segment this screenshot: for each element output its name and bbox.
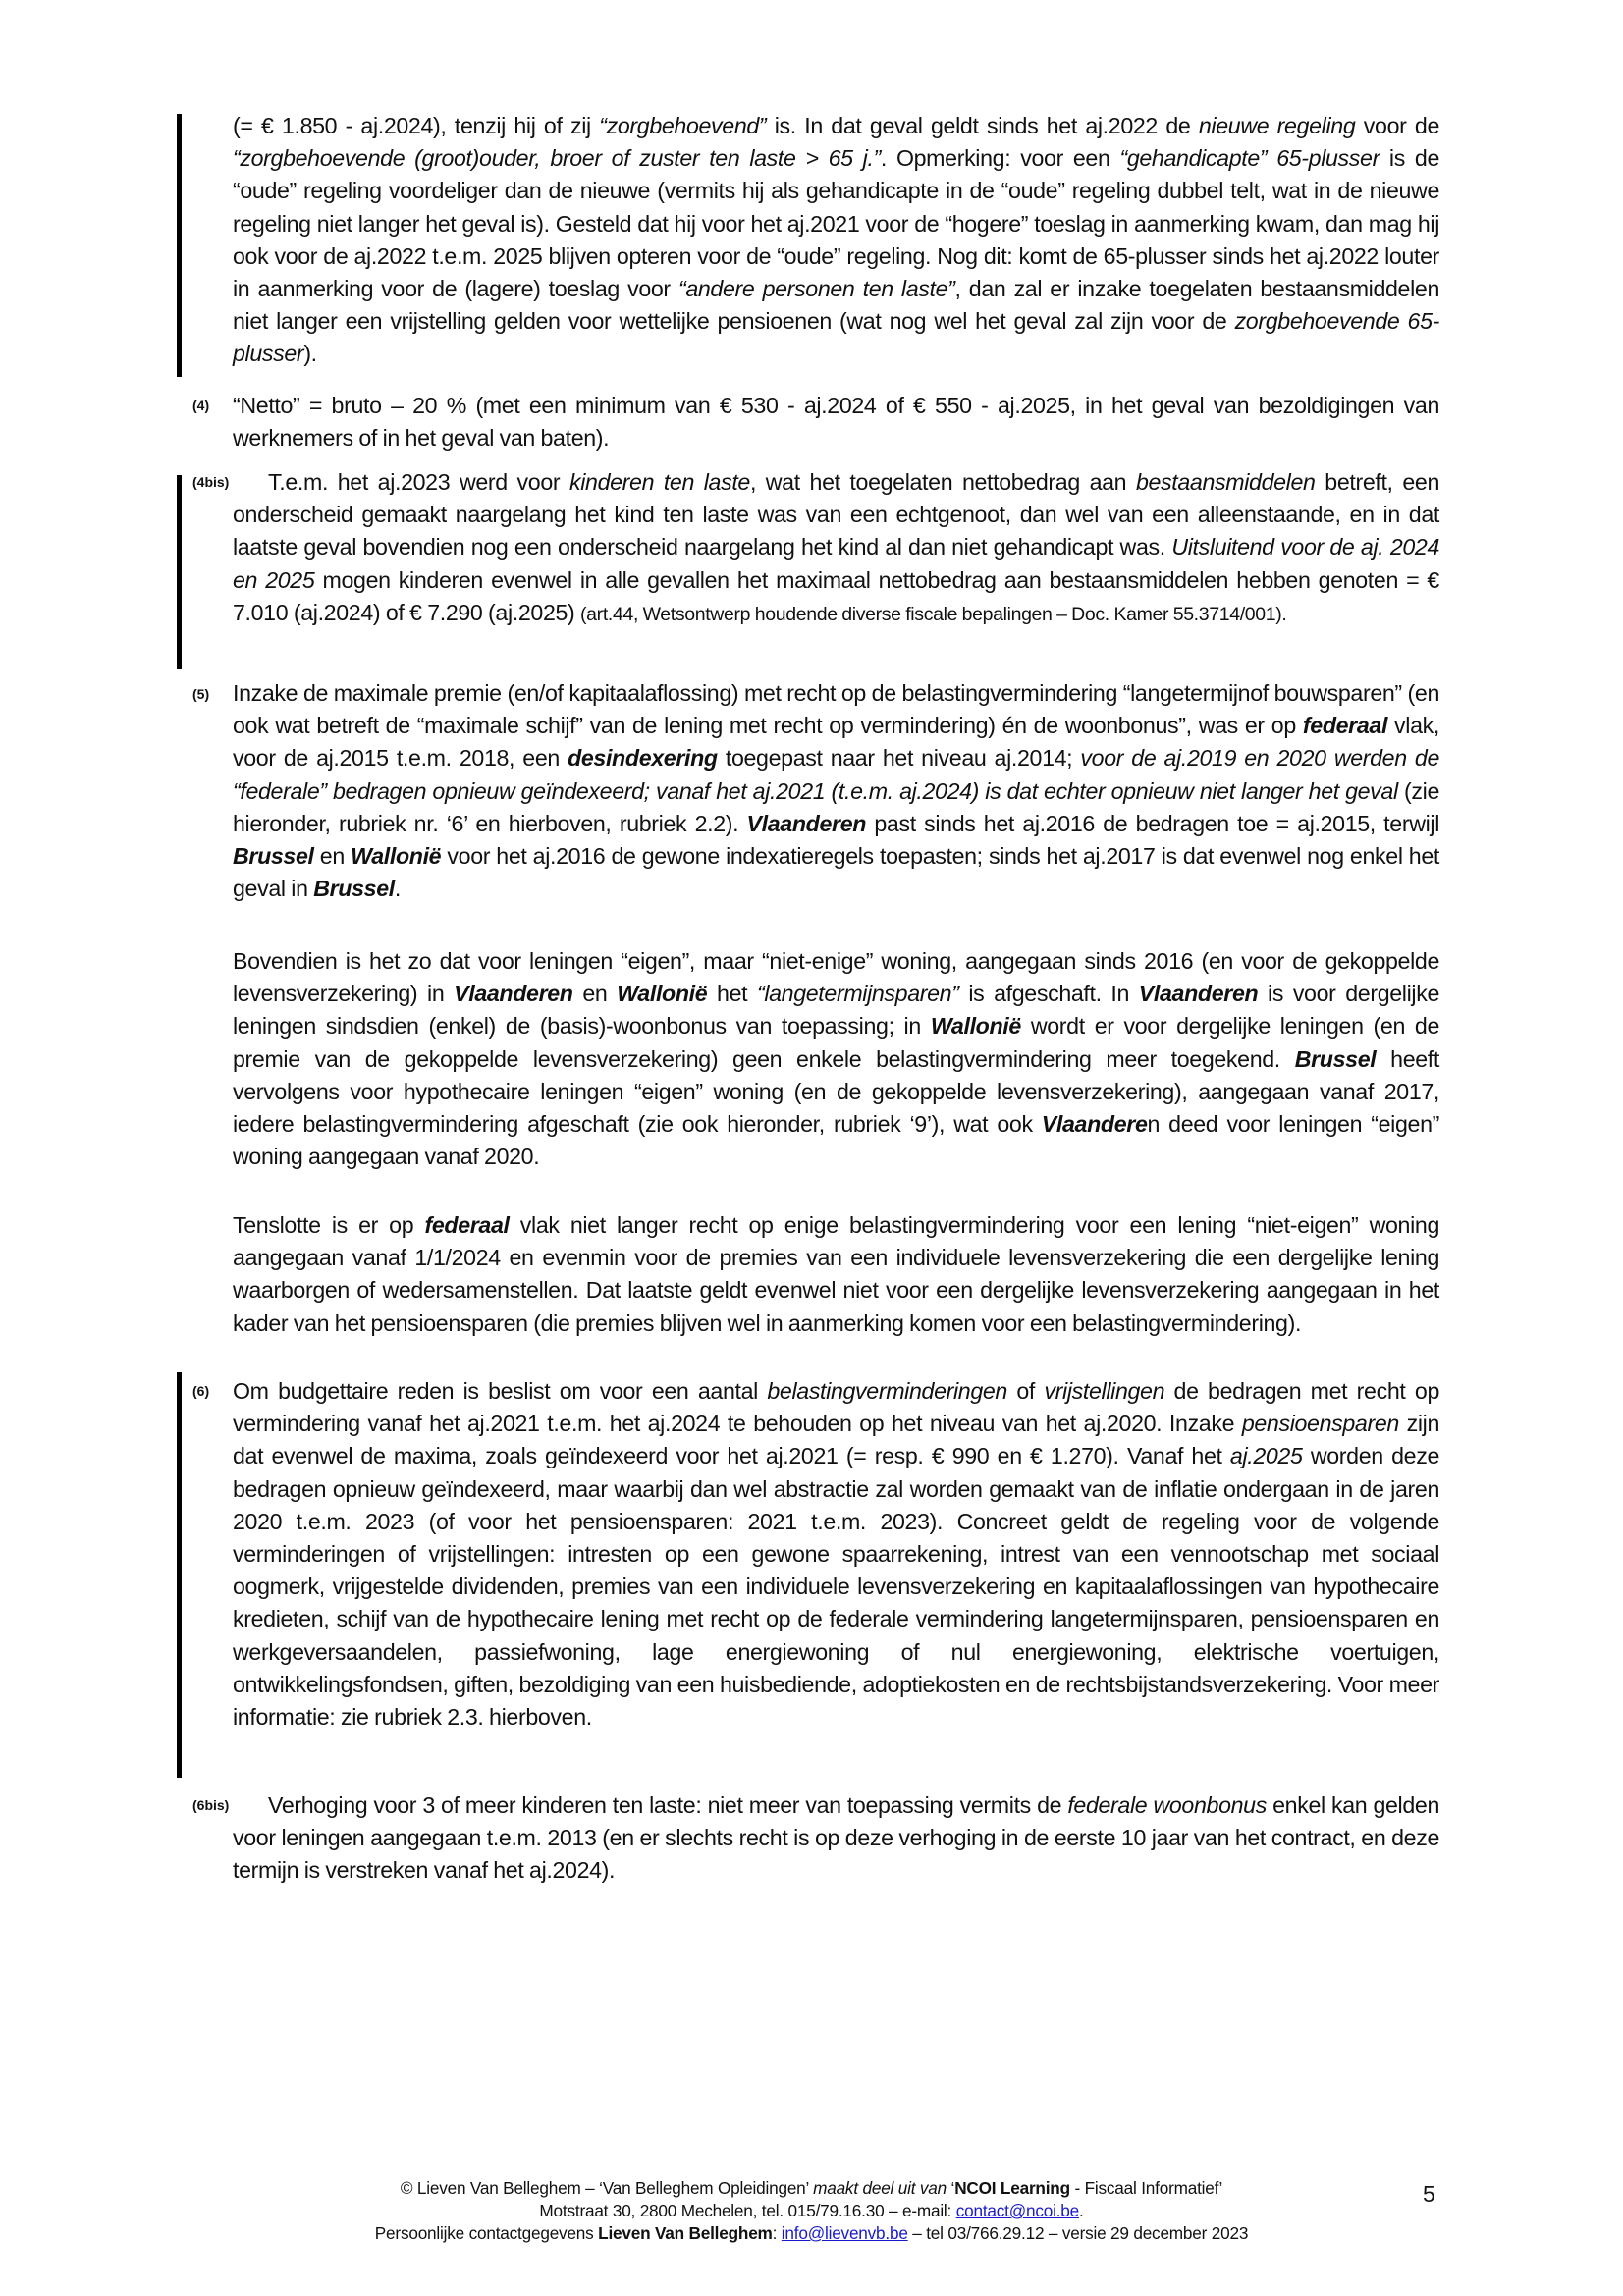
personal-email-link[interactable]: info@lievenvb.be <box>781 2223 908 2243</box>
text-run: is afgeschaft. In <box>958 981 1139 1007</box>
text-run: Inzake de maximale premie (en/of kapitaalaflossing) met recht op de belastingvermindering “langetermijnof bouwsparen” (en ook wat betreft de “maximale schijf” van de lening met recht op vermindering) én de woonbonus”, was er op <box>233 680 1439 739</box>
bold-italic-text: desindexering <box>568 745 718 772</box>
text-run: mogen kinderen evenwel in alle gevallen het maximaal nettobedrag aan bestaansmiddelen hebben genoten = € 7.010 (aj.2024) of € 7.290 (aj.2025) <box>233 566 1439 625</box>
bold-italic-text: Brussel <box>233 843 314 870</box>
footnote-marker: (4) <box>192 398 210 413</box>
footnote-6-text <box>233 1375 1439 1734</box>
bold-italic-text: federaal <box>1302 713 1388 739</box>
personal-colon: : <box>772 2223 782 2243</box>
bold-italic-text: Wallonië <box>351 843 442 870</box>
text-run: - Fiscaal Informatief’ <box>1069 2178 1223 2198</box>
text-run: vlak, voor de aj.2015 t.e.m. 2018, een <box>233 713 1439 772</box>
paragraph-footnote-3-continued <box>233 110 1439 371</box>
emphasis-text: “gehandicapte” 65-plusser <box>1119 145 1380 172</box>
text-run: is voor dergelijke leningen sindsdien (enkel) de (basis)-woonbonus van toepassing; in <box>233 981 1439 1040</box>
bold-italic-text: Brussel <box>313 876 395 902</box>
citation-text: (art.44, Wetsontwerp houdende diverse fiscale bepalingen – Doc. Kamer 55.3714/001). <box>580 603 1287 625</box>
footnote-marker: (6) <box>192 1383 210 1399</box>
text-run: © Lieven Van Belleghem – ‘Van Belleghem Opleidingen’ <box>400 2178 814 2198</box>
bold-italic-text: Brussel <box>1294 1045 1377 1072</box>
page-number: 5 <box>1423 2181 1435 2207</box>
bold-italic-text: Vlaanderen <box>454 981 573 1007</box>
text-run: Verhoging voor 3 of meer kinderen ten laste: niet meer van toepassing vermits de <box>268 1792 1068 1818</box>
emphasis-text: “zorgbehoevend” <box>599 113 767 138</box>
footnote-4-text <box>233 390 1439 454</box>
text-run: toegepast naar het niveau aj.2014; <box>717 745 1081 772</box>
text-run: , dan zal er inzake toegelaten bestaansmiddelen niet langer een vrijstelling gelden voor wettelijke pensioenen (wat nog wel het geval zal zijn voor de <box>233 276 1439 335</box>
change-bar <box>177 475 182 669</box>
bold-text: NCOI Learning <box>954 2178 1070 2198</box>
emphasis-text: “langetermijnsparen” <box>756 981 959 1007</box>
emphasis-text: Uitsluitend voor de aj. 2024 en 2025 <box>233 534 1440 593</box>
text-run: , wat het toegelaten nettobedrag aan <box>749 469 1136 495</box>
emphasis-text: “andere personen ten laste” <box>677 276 955 302</box>
text-run: (zie hieronder, rubriek nr. ‘6’ en hierboven, rubriek 2.2). <box>233 777 1439 836</box>
emphasis-text: pensioensparen <box>1241 1411 1399 1437</box>
personal-prefix: Persoonlijke contactgegevens <box>374 2223 599 2243</box>
bold-italic-text: Vlaandere <box>1041 1111 1148 1138</box>
footnote-marker: (6bis) <box>192 1797 230 1813</box>
text-run: en <box>572 981 618 1007</box>
footnote-marker: (4bis) <box>192 474 230 490</box>
text-run: (= € 1.850 - aj.2024), tenzij hij of zij <box>233 113 600 138</box>
emphasis-text: kinderen ten laste <box>568 469 750 495</box>
address-text: Motstraat 30, 2800 Mechelen, tel. 015/79.16.30 – e-mail: <box>539 2201 956 2220</box>
emphasis-text: zorgbehoevende 65-plusser <box>233 308 1440 367</box>
text-run: is. In dat geval geldt sinds het aj.2022 de <box>766 113 1199 138</box>
emphasis-text: federale woonbonus <box>1067 1792 1267 1818</box>
text-run: past sinds het aj.2016 de bedragen toe = aj.2015, terwijl <box>866 810 1439 836</box>
text-run: voor het aj.2016 de gewone indexatieregels toepasten; sinds het aj.2017 is dat evenwel nog enkel het geval in <box>233 843 1439 902</box>
text-run: . <box>394 876 401 902</box>
bold-italic-text: federaal <box>424 1212 510 1238</box>
contact-email-link[interactable]: contact@ncoi.be <box>955 2201 1079 2220</box>
text-run: het <box>707 981 757 1007</box>
text-run: wordt er voor dergelijke leningen (en de premie van de gekoppelde levensverzekering) geen enkele belastingvermindering meer toegekend. <box>233 1013 1439 1072</box>
emphasis-text: maakt deel uit van <box>813 2178 947 2198</box>
text-run: n deed voor leningen “eigen” woning aangegaan vanaf 2020. <box>233 1111 1439 1170</box>
bold-italic-text: Wallonië <box>930 1013 1021 1040</box>
text-run: “Netto” = bruto – 20 % (met een minimum van € 530 - aj.2024 of € 550 - aj.2025, in het geval van bezoldigingen van werknemers of in het geval van baten). <box>233 393 1439 452</box>
text-run: ). <box>303 341 317 367</box>
text-run: betreft, een onderscheid gemaakt naargelang het kind ten laste was van een echtgenoot, dan wel van een alleenstaande, en in dat laatste geval bovendien nog een onderscheid naargelang het kind al dan niet gehandicapt was. <box>233 469 1440 561</box>
version-text: – tel 03/766.29.12 – versie 29 december 2023 <box>907 2223 1249 2243</box>
bold-italic-text: Vlaanderen <box>746 810 867 836</box>
text-run: Om budgettaire reden is beslist om voor een aantal <box>233 1378 768 1404</box>
footer-line-copyright <box>0 2177 1623 2200</box>
emphasis-text: aj.2025 <box>1229 1443 1303 1469</box>
footer-line-address <box>0 2200 1623 2222</box>
footer-line-personal <box>0 2222 1623 2245</box>
change-bar <box>177 114 182 377</box>
text-run: of <box>1006 1378 1045 1404</box>
text-run: T.e.m. het aj.2023 werd voor <box>268 469 569 495</box>
emphasis-text: belastingverminderingen <box>767 1378 1007 1404</box>
text-run: . Opmerking: voor een <box>880 145 1120 172</box>
text-run: Bovendien is het zo dat voor leningen “eigen”, maar “niet-enige” woning, aangegaan sinds 2016 (en voor de gekoppelde levensverzekering) in <box>233 948 1439 1007</box>
emphasis-text: voor de aj.2019 en 2020 werden de “federale” bedragen opnieuw geïndexeerd; vanaf het aj.2021 (t.e.m. aj.2024) is dat echter opnieuw niet langer het geval <box>233 745 1439 804</box>
text-run: heeft vervolgens voor hypothecaire leningen “eigen” woning (en de gekoppelde levensverzekering), aangegaan vanaf 2017, iedere belastingvermindering afgeschaft (zie ook hieronder, rubriek ‘9’), wat ook <box>233 1045 1439 1138</box>
emphasis-text: bestaansmiddelen <box>1135 469 1316 495</box>
text-run: ‘ <box>946 2178 955 2198</box>
text-run: de bedragen met recht op vermindering vanaf het aj.2021 t.e.m. het aj.2024 te behouden op het niveau van het aj.2020. Inzake <box>233 1378 1439 1437</box>
text-run: worden deze bedragen opnieuw geïndexeerd, maar waarbij dan wel abstractie zal worden gemaakt van de inflatie ondergaan in de jaren 2020 t.e.m. 2023 (of voor het pensioensparen: 2021 t.e.m. 2023). Concreet geldt de regeling voor de volgende verminderingen of vrijstellingen: intresten op een gewone spaarrekening, intrest van een vennootschap met sociaal oogmerk, vrijgestelde dividenden, premies van een individuele levensverzekering en kapitaalaflossingen van hypothecaire kredieten, schijf van de hypothecaire lening met recht op de federale vermindering langetermijnsparen, pensioensparen en werkgeversaandelen, passiefwoning, lage energiewoning of nul energiewoning, elektrische voertuigen, ontwikkelingsfondsen, giften, bezoldiging van een huisbediende, adoptiekosten en de rechtsbijstandsverzekering. Voor meer informatie: zie rubriek 2.3. hierboven. <box>233 1443 1439 1731</box>
footnote-5-text <box>233 677 1439 905</box>
footnote-marker: (5) <box>192 686 210 702</box>
emphasis-text: “zorgbehoevende (groot)ouder, broer of zuster ten laste > 65 j.” <box>233 145 881 172</box>
emphasis-text: vrijstellingen <box>1044 1378 1165 1404</box>
author-name: Lieven Van Belleghem <box>598 2223 773 2243</box>
footnote-5-paragraph-3 <box>233 1209 1439 1340</box>
footnote-4bis-text <box>233 466 1439 631</box>
change-bar <box>177 1372 182 1778</box>
text-run: en <box>313 843 352 870</box>
text-run: enkel kan gelden voor leningen aangegaan t.e.m. 2013 (en er slechts recht is op deze verhoging in de eerste 10 jaar van het contract, en deze termijn is verstreken vanaf het aj.2024). <box>233 1792 1439 1884</box>
text-run: Tenslotte is er op <box>233 1212 425 1238</box>
emphasis-text: nieuwe regeling <box>1198 113 1356 138</box>
address-suffix: . <box>1079 2201 1084 2220</box>
footnote-5-paragraph-2 <box>233 945 1439 1173</box>
bold-italic-text: Wallonië <box>617 981 708 1007</box>
bold-italic-text: Vlaanderen <box>1138 981 1259 1007</box>
text-run: is de “oude” regeling voordeliger dan de nieuwe (vermits hij als gehandicapte in de “oude” regeling dubbel telt, wat in de nieuwe regeling niet langer het geval is). Gesteld dat hij voor het aj.2021 voor de “hogere” toeslag in aanmerking kwam, dan mag hij ook voor de aj.2022 t.e.m. 2025 blijven opteren voor de “oude” regeling. Nog dit: komt de 65-plusser sinds het aj.2022 louter in aanmerking voor de (lagere) toeslag voor <box>233 145 1439 302</box>
text-run: vlak niet langer recht op enige belastingvermindering voor een lening “niet-eigen” woning aangegaan vanaf 1/1/2024 en evenmin voor de premies van een individuele levensverzekering die een dergelijke lening waarborgen of wedersamenstellen. Dat laatste geldt evenwel niet voor een dergelijke levensverzekering aangegaan in het kader van het pensioensparen (die premies blijven wel in aanmerking komen voor een belastingvermindering). <box>233 1212 1439 1336</box>
footnote-6bis-text <box>233 1789 1439 1888</box>
text-run: voor de <box>1355 113 1439 138</box>
text-run: zijn dat evenwel de maxima, zoals geïndexeerd voor het aj.2021 (= resp. € 990 en € 1.270). Vanaf het <box>233 1411 1439 1469</box>
